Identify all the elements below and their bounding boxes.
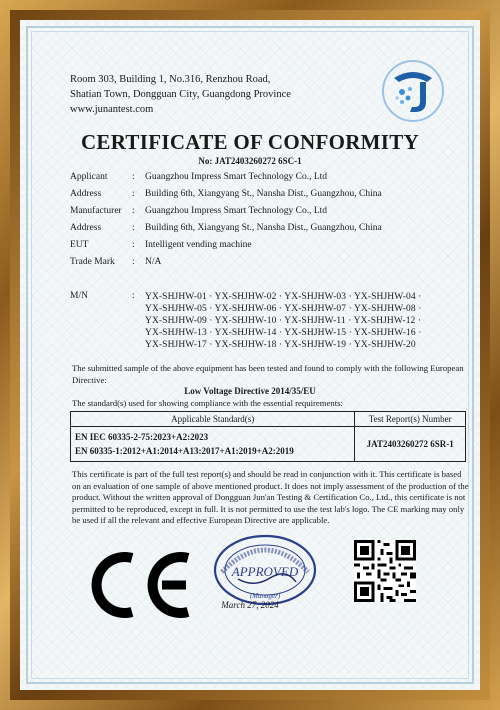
standards-intro: The standard(s) used for showing compliance with the essential requirements: — [72, 398, 343, 408]
field-value: Guangzhou Impress Smart Technology Co., Ltd — [145, 206, 328, 216]
website-link: www.junantest.com — [70, 104, 154, 115]
table-row — [71, 427, 466, 462]
certificate-paper — [20, 20, 480, 690]
field-separator: : — [132, 223, 135, 233]
field-separator: : — [132, 291, 135, 301]
field-label: Address — [70, 223, 102, 233]
field-applicant — [70, 172, 470, 189]
field-applicant-address — [70, 189, 470, 206]
qr-code-icon — [354, 540, 416, 602]
table-header-row — [71, 412, 466, 427]
model-number-line: YX-SHJHW-09 · YX-SHJHW-10 · YX-SHJHW-11 · YX-SHJHW-12 · — [145, 316, 422, 326]
table-header-report: Test Report(s) Number — [355, 412, 466, 427]
standard-item: EN 60335-1:2012+A1:2014+A13:2017+A1:2019+A2:2019 — [75, 446, 294, 456]
standards-cell — [71, 427, 355, 462]
field-value: Building 6th, Xiangyang St., Nansha Dist., Guangzhou, China — [145, 223, 382, 233]
field-separator: : — [132, 257, 135, 267]
field-label: M/N — [70, 291, 88, 301]
certificate-fields — [70, 172, 470, 274]
field-label: Applicant — [70, 172, 108, 182]
stamp-mark: APPROVED — [231, 564, 299, 579]
field-label: Address — [70, 189, 102, 199]
model-number-line: YX-SHJHW-05 · YX-SHJHW-06 · YX-SHJHW-07 · YX-SHJHW-08 · — [145, 304, 422, 314]
junan-logo-icon — [380, 58, 446, 124]
field-eut — [70, 240, 470, 257]
field-label: Trade Mark — [70, 257, 115, 267]
model-number-list — [145, 291, 470, 351]
table-header-standard: Applicable Standard(s) — [71, 412, 355, 427]
compliance-statement: The submitted sample of the above equipment has been tested and found to comply with the following European Directive: — [72, 363, 464, 385]
field-label: EUT — [70, 240, 89, 250]
certificate-number: No: JAT2403260272 6SC-1 — [198, 156, 302, 166]
stamp-role: (Manager) — [249, 592, 281, 600]
sign-date: March 27, 2024 — [221, 600, 279, 610]
field-value: Guangzhou Impress Smart Technology Co., Ltd — [145, 172, 328, 182]
standards-table — [70, 411, 466, 462]
field-separator: : — [132, 189, 135, 199]
field-separator: : — [132, 206, 135, 216]
field-trade-mark — [70, 257, 470, 274]
directive-title: Low Voltage Directive 2014/35/EU — [184, 386, 316, 396]
disclaimer-text: This certificate is part of the full test report(s) and should be read in conjunction with it. This certificate is based on an evaluation of one sample of above mentioned product. It does not imply assessment of the production of the product. Without the written approval of Dongguan Jun'an Testing & Certification Co., Ltd., this certificate is not permitted to be reproduced, except in full. It is not permitted to use the test lab's logo. The CE marking may only be used if all the relevant and effective European Directive are applicable. — [72, 469, 469, 525]
address-line-2: Shatian Town, Dongguan City, Guangdong Province — [70, 89, 291, 100]
certificate-title: CERTIFICATE OF CONFORMITY — [80, 130, 420, 154]
field-separator: : — [132, 240, 135, 250]
field-manufacturer — [70, 206, 470, 223]
standard-item: EN IEC 60335-2-75:2023+A2:2023 — [75, 432, 209, 442]
field-separator: : — [132, 172, 135, 182]
model-number-line: YX-SHJHW-13 · YX-SHJHW-14 · YX-SHJHW-15 · YX-SHJHW-16 · — [145, 328, 422, 338]
address-line-1: Room 303, Building 1, No.316, Renzhou Road, — [70, 74, 271, 85]
field-value: Building 6th, Xiangyang St., Nansha Dist., Guangzhou, China — [145, 189, 382, 199]
field-manufacturer-address — [70, 223, 470, 240]
issuer-address — [70, 72, 291, 117]
field-value: Intelligent vending machine — [145, 240, 252, 250]
report-number-cell: JAT2403260272 6SR-1 — [355, 427, 466, 462]
field-label: Manufacturer — [70, 206, 122, 216]
model-number-line: YX-SHJHW-17 · YX-SHJHW-18 · YX-SHJHW-19 · YX-SHJHW-20 — [145, 340, 416, 350]
model-number-line: YX-SHJHW-01 · YX-SHJHW-02 · YX-SHJHW-03 · YX-SHJHW-04 · — [145, 292, 422, 302]
field-value: N/A — [145, 257, 162, 267]
